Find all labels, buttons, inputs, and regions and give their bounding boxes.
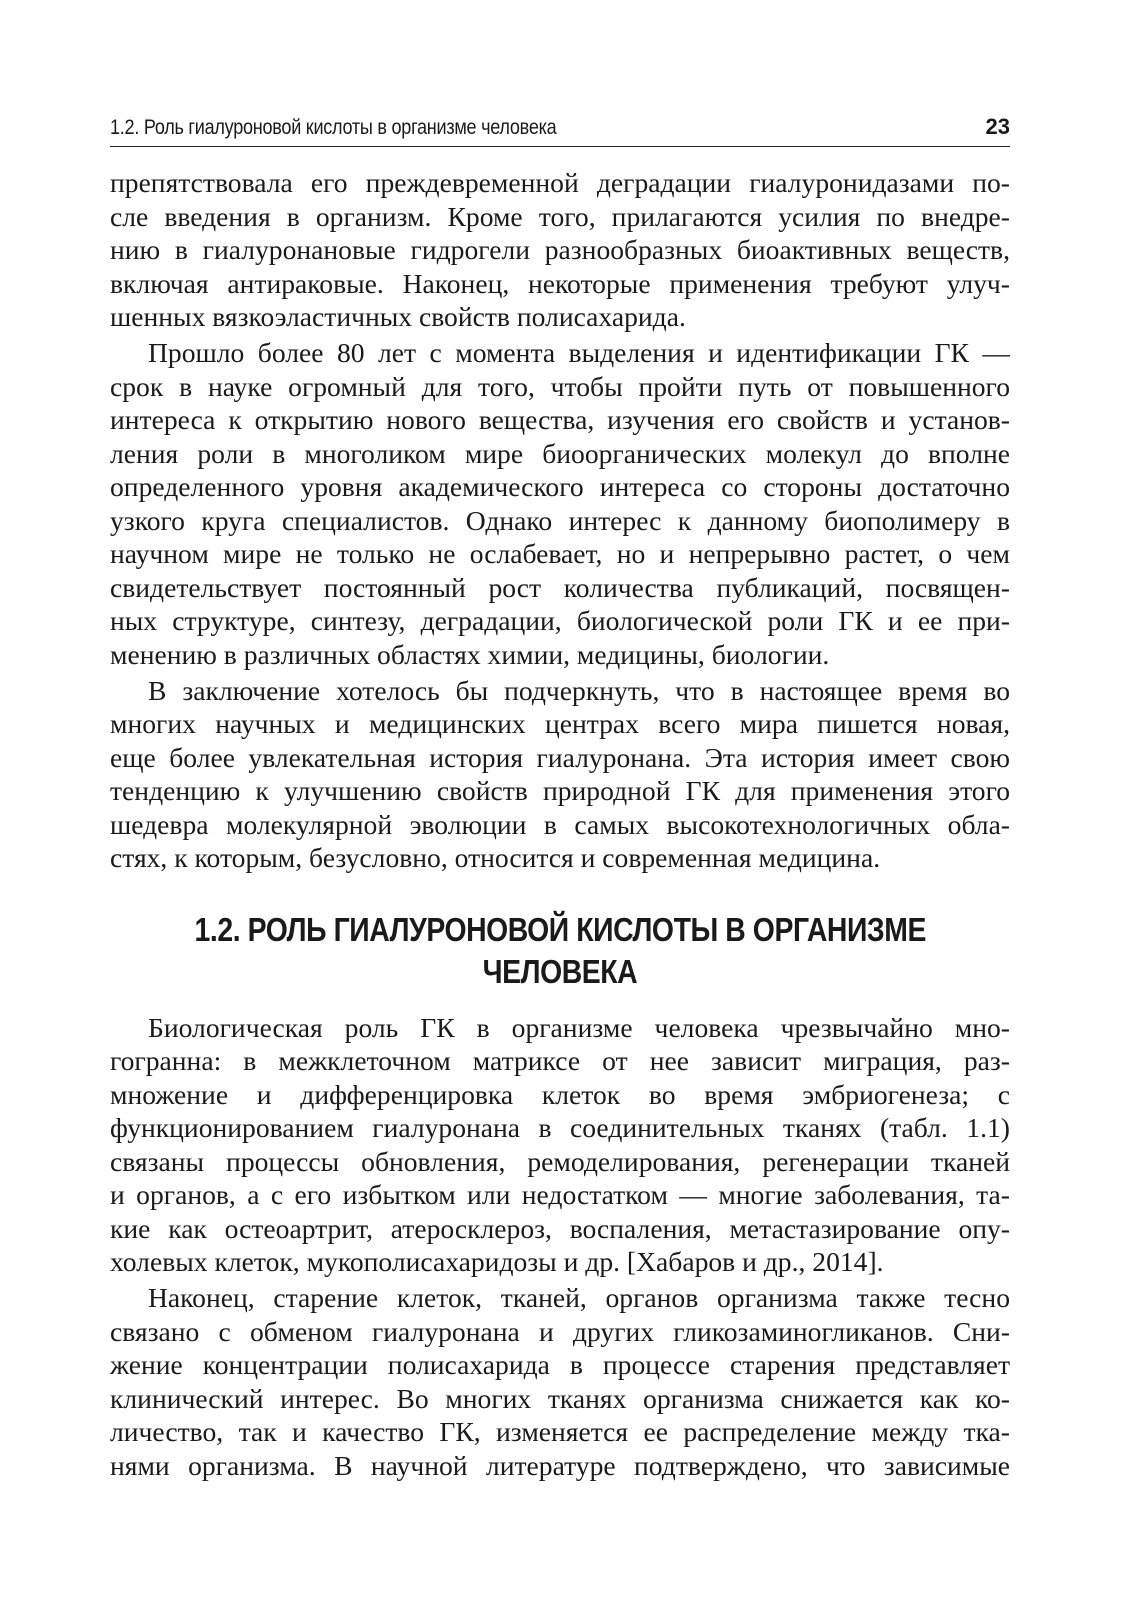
text-line: жение концентрации полисахарида в процессе старения представляет: [110, 1349, 1010, 1380]
text-line: срок в науке огромный для того, чтобы пройти путь от повышенного: [110, 370, 1010, 402]
text-line: многих научных и медицинских центрах всего мира пишется новая,: [110, 708, 1010, 739]
text-line: менению в различных областях химии, медицины, биологии.: [110, 638, 830, 670]
text-line: ных структуре, синтезу, деградации, биологической роли ГК и ее при-: [110, 605, 1010, 636]
text-line: холевых клеток, мукополисахаридозы и др. [Хабаров и др., 2014].: [110, 1246, 884, 1277]
paragraph: [110, 166, 1010, 334]
text-line: клинический интерес. Во многих тканях организма снижается как ко-: [110, 1382, 1010, 1414]
text-line: научном мире не только не ослабевает, но и непрерывно растет, о чем: [110, 538, 1010, 569]
text-line: стях, к которым, безусловно, относится и современная медицина.: [110, 842, 881, 873]
text-line: гогранна: в межклеточном матриксе от нее зависит миграция, раз-: [110, 1045, 1010, 1076]
text-line: нию в гиалуронановые гидрогели разнообразных биоактивных веществ,: [110, 234, 1010, 265]
text-line: определенного уровня академического интереса со стороны достаточно: [110, 471, 1010, 502]
text-line: свидетельствует постоянный рост количества публикаций, посвящен-: [110, 571, 1010, 603]
section-heading: [110, 909, 1010, 993]
section-heading-line: ЧЕЛОВЕКА: [482, 952, 638, 990]
text-line: шенных вязкоэластичных свойств полисахарида.: [110, 301, 686, 332]
text-line: тенденцию к улучшению свойств природной ГК для применения этого: [110, 775, 1010, 806]
text-line: Прошло более 80 лет с момента выделения и идентификации ГК —: [148, 337, 1010, 368]
text-line: включая антираковые. Наконец, некоторые применения требуют улуч-: [110, 267, 1010, 299]
text-line: связаны процессы обновления, ремоделирования, регенерации тканей: [110, 1145, 1010, 1177]
text-line: препятствовала его преждевременной деградации гиалуронидазами по-: [110, 167, 1010, 198]
text-line: еще более увлекательная история гиалуронана. Эта история имеет свою: [110, 741, 1010, 773]
text-line: множение и дифференцировка клеток во время эмбриогенеза; с: [110, 1078, 1010, 1110]
running-title: 1.2. Роль гиалуроновой кислоты в организме человека: [110, 116, 557, 139]
running-header: [110, 112, 1010, 147]
page-body: [110, 166, 1010, 1485]
text-line: ления роли в многоликом мире биоорганических молекул до вполне: [110, 437, 1010, 469]
paragraph: [110, 1281, 1010, 1482]
page-number: 23: [985, 114, 1010, 139]
text-line: узкого круга специалистов. Однако интерес к данному биополимеру в: [110, 504, 1010, 536]
paragraph: [110, 336, 1010, 671]
paragraph: [110, 1011, 1010, 1279]
text-line: и органов, а с его избытком или недостатком — многие заболевания, та-: [110, 1179, 1010, 1210]
text-line: Биологическая роль ГК в организме человека чрезвычайно мно-: [148, 1011, 1010, 1043]
paragraph: [110, 674, 1010, 875]
text-line: В заключение хотелось бы подчеркнуть, что в настоящее время во: [148, 674, 1010, 706]
section-heading-line: 1.2. РОЛЬ ГИАЛУРОНОВОЙ КИСЛОТЫ В ОРГАНИЗМЕ: [194, 910, 926, 948]
text-line: связано с обменом гиалуронана и других гликозаминогликанов. Сни-: [110, 1315, 1010, 1347]
text-line: нями организма. В научной литературе подтверждено, что зависимые: [110, 1449, 1010, 1481]
text-line: Наконец, старение клеток, тканей, органов организма также тесно: [148, 1282, 1010, 1313]
text-line: интереса к открытию нового вещества, изучения его свойств и установ-: [110, 404, 1010, 435]
text-line: функционированием гиалуронана в соединительных тканях (табл. 1.1): [110, 1112, 1010, 1143]
text-line: шедевра молекулярной эволюции в самых высокотехнологичных обла-: [110, 808, 1010, 840]
text-line: личество, так и качество ГК, изменяется ее распределение между тка-: [110, 1416, 1010, 1447]
text-line: кие как остеоартрит, атеросклероз, воспаления, метастазирование опу-: [110, 1212, 1010, 1244]
text-line: сле введения в организм. Кроме того, прилагаются усилия по внедре-: [110, 200, 1010, 232]
